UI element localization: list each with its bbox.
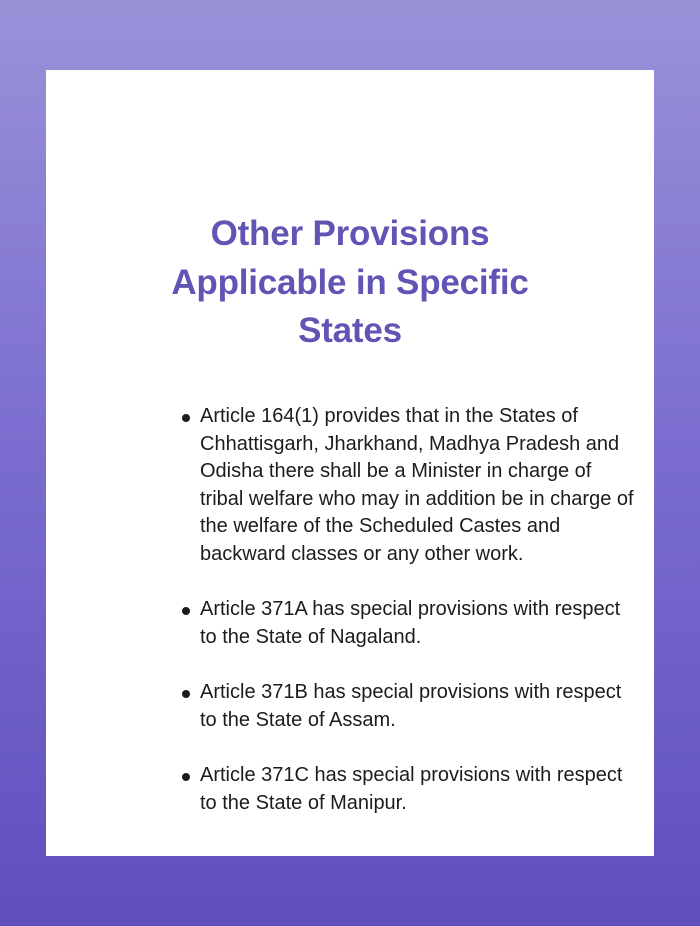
bullet-icon bbox=[182, 414, 190, 422]
list-item-text: Article 371A has special provisions with respect to the State of Nagaland. bbox=[200, 598, 621, 648]
list-item-text: Article 371B has special provisions with respect to the State of Assam. bbox=[200, 681, 622, 731]
list-item bbox=[180, 762, 640, 817]
list-item bbox=[180, 679, 640, 734]
list-item bbox=[180, 596, 640, 651]
list-item bbox=[180, 403, 640, 568]
list-item-text: Article 371C has special provisions with respect to the State of Manipur. bbox=[200, 764, 623, 814]
page-title: Other Provisions Applicable in Specific States bbox=[171, 214, 529, 350]
content-card bbox=[46, 70, 654, 856]
bullet-icon bbox=[182, 773, 190, 781]
bullet-icon bbox=[182, 607, 190, 615]
list-item-text: Article 164(1) provides that in the States of Chhattisgarh, Jharkhand, Madhya Pradesh and Odisha there shall be a Minister in charge of tribal welfare who may in addition be in charge of the welfare of the Scheduled Castes and backward classes or any other work. bbox=[200, 405, 634, 565]
bullet-icon bbox=[182, 690, 190, 698]
provisions-list bbox=[180, 403, 640, 845]
